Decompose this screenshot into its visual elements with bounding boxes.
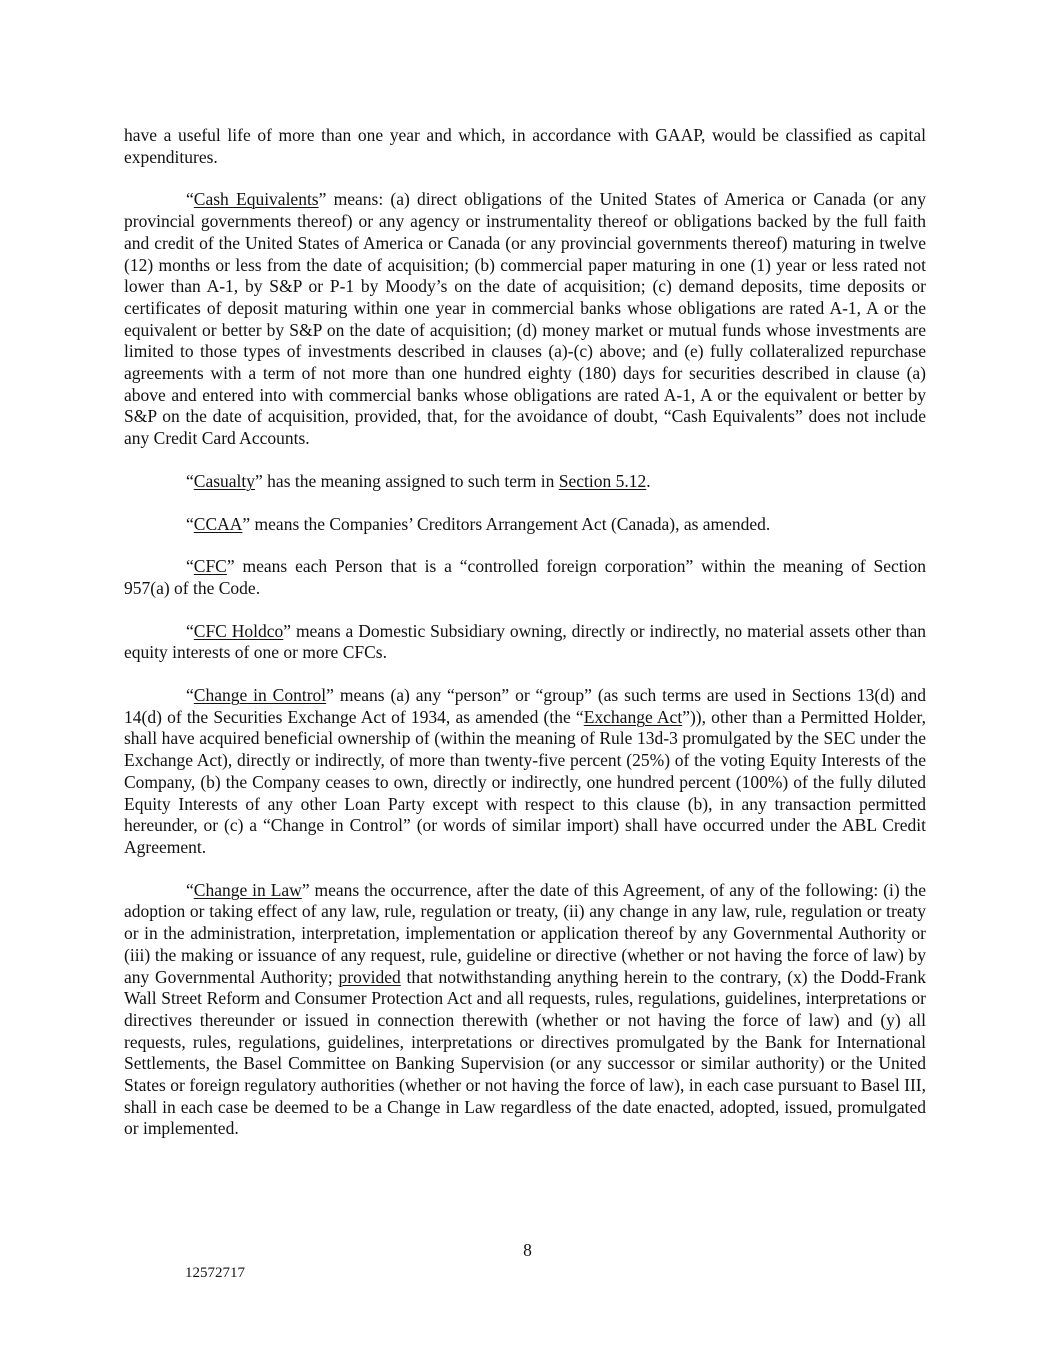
paragraph-definition-change-in-control	[124, 685, 926, 859]
defined-term: CCAA	[193, 513, 243, 534]
text-run: ” means the occurrence, after the date of this Agreement, of any of the following: (i) the adoption or taking effect of any law, rule, regulation or treaty, (ii) any change in any law, rule, regulation or treaty or in the administration, interpretation, implementation or application thereof by any Governmental Authority or (iii) the making or issuance of any request, rule, guideline or directive (whether or not having the force of law) by any Governmental Authority;	[124, 879, 926, 987]
paragraph-definition-cfc	[124, 556, 926, 599]
text-run: .	[646, 470, 651, 491]
paragraph-definition-cash-equivalents	[124, 189, 926, 449]
page-number: 8	[523, 1240, 532, 1260]
defined-term: Casualty	[193, 470, 256, 491]
text-run: ”)), other than a Permitted Holder, shall have acquired beneficial ownership of (within the meaning of Rule 13d-3 promulgated by the SEC under the Exchange Act), directly or indirectly, of more than twenty-five percent (25%) of the voting Equity Interests of the Company, (b) the Company ceases to own, directly or indirectly, one hundred percent (100%) of the fully diluted Equity Interests of any other Loan Party except with respect to this clause (b), in any transaction permitted hereunder, or (c) a “Change in Control” (or words of similar import) shall have occurred under the ABL Credit Agreement.	[124, 706, 927, 857]
text-run: “	[186, 685, 194, 706]
defined-term: CFC	[193, 556, 227, 577]
document-body	[124, 125, 926, 1140]
text-run: “	[186, 189, 194, 210]
defined-term: Exchange Act	[583, 706, 683, 727]
text-run: ” means a Domestic Subsidiary owning, directly or indirectly, no material assets other than equity interests of one or more CFCs.	[124, 620, 926, 663]
text-run: ” has the meaning assigned to such term in	[255, 470, 559, 491]
text-run: ” means the Companies’ Creditors Arrangement Act (Canada), as amended.	[242, 513, 771, 534]
text-run: that notwithstanding anything herein to the contrary, (x) the Dodd-Frank Wall Street Reform and Consumer Protection Act and all requests, rules, regulations, guidelines, interpretations or directives thereunder or issued in connection therewith (whether or not having the force of law) and (y) all requests, rules, regulations, guidelines, interpretations or directives promulgated by the Bank for International Settlements, the Basel Committee on Banking Supervision (or any successor or similar authority) or the United States or foreign regulatory authorities (whether or not having the force of law), in each case pursuant to Basel III, shall in each case be deemed to be a Change in Law regardless of the date enacted, adopted, issued, promulgated or implemented.	[124, 966, 927, 1139]
defined-term: Change in Law	[193, 879, 302, 900]
text-run: “	[186, 513, 194, 534]
text-run: “	[186, 556, 194, 577]
paragraph-definition-casualty	[124, 471, 926, 493]
text-run: “	[186, 470, 194, 491]
document-id: 12572717	[185, 1265, 245, 1281]
defined-term: Cash Equivalents	[193, 189, 319, 210]
defined-term: Section 5.12	[558, 470, 647, 491]
text-run: have a useful life of more than one year and which, in accordance with GAAP, would be classified as capital expenditures.	[124, 125, 926, 167]
defined-term: Change in Control	[193, 685, 327, 706]
paragraph-definition-change-in-law	[124, 880, 926, 1140]
document-page	[124, 125, 926, 1161]
defined-term: CFC Holdco	[193, 620, 284, 641]
text-run: ” means: (a) direct obligations of the United States of America or Canada (or any provincial governments thereof) or any agency or instrumentality thereof or obligations backed by the full faith and credit of the United States of America or Canada (or any provincial governments thereof) maturing in twelve (12) months or less from the date of acquisition; (b) commercial paper maturing in one (1) year or less rated not lower than A-1, by S&P or P-1 by Moody’s on the date of acquisition; (c) demand deposits, time deposits or certificates of deposit maturing within one year in commercial banks whose obligations are rated A-1, A or the equivalent or better by S&P on the date of acquisition; (d) money market or mutual funds whose investments are limited to those types of investments described in clauses (a)-(c) above; and (e) fully collateralized repurchase agreements with a term of not more than one hundred eighty (180) days for securities described in clause (a) above and entered into with commercial banks whose obligations are rated A-1, A or the equivalent or better by S&P on the date of acquisition, provided, that, for the avoidance of doubt, “Cash Equivalents” does not include any Credit Card Accounts.	[124, 189, 926, 449]
paragraph-continuation	[124, 125, 926, 168]
paragraph-definition-cfc-holdco	[124, 621, 926, 664]
text-run: ” means (a) any “person” or “group” (as such terms are used in Sections 13(d) and 14(d) of the Securities Exchange Act of 1934, as amended (the “	[124, 685, 927, 727]
defined-term: provided	[338, 966, 401, 987]
paragraph-definition-ccaa	[124, 514, 926, 536]
text-run: “	[186, 620, 194, 641]
text-run: “	[186, 879, 194, 900]
text-run: ” means each Person that is a “controlled foreign corporation” within the meaning of Section 957(a) of the Code.	[124, 556, 926, 598]
